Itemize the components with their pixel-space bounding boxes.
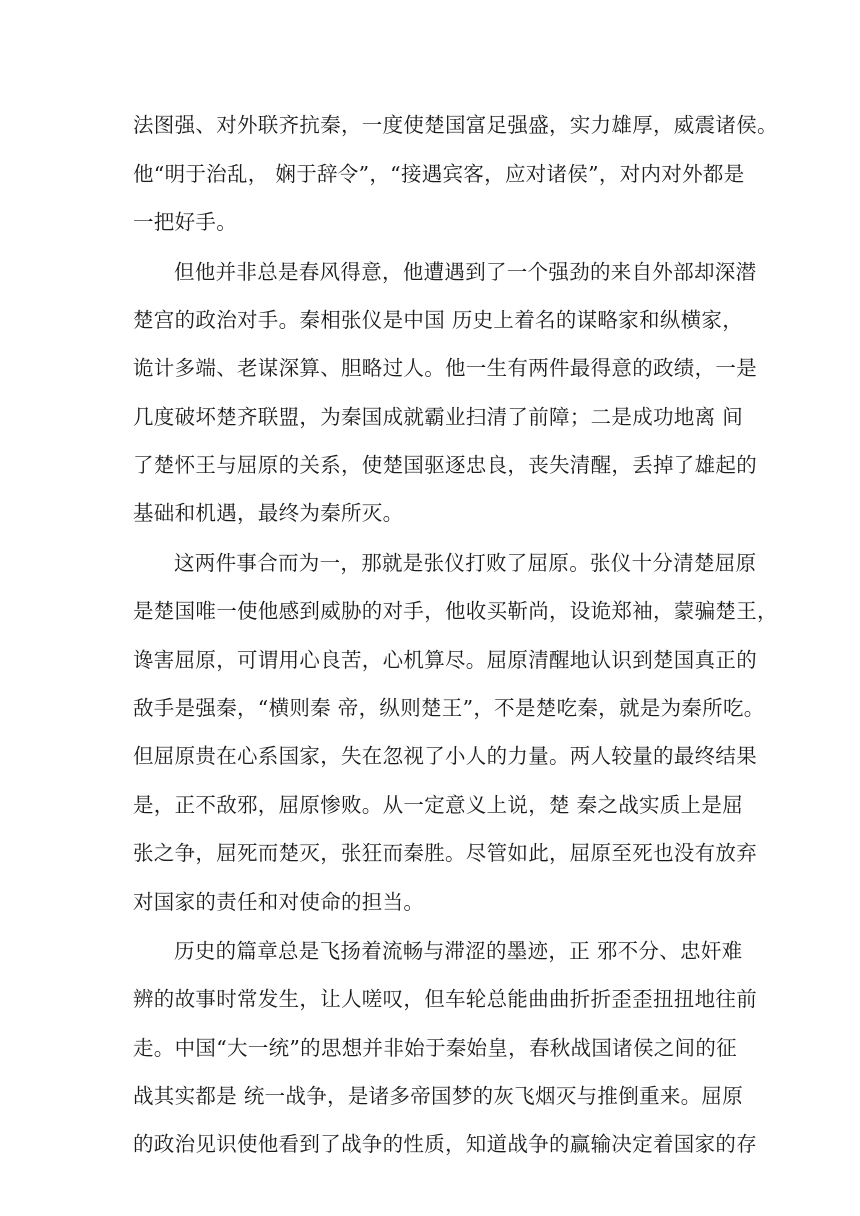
text-line: 谗害屈原，可谓用心良苦，心机算尽。屈原清醒地认识到楚国真正的 (133, 648, 757, 672)
text-line: 法图强、对外联齐抗秦，一度使楚国富足强盛，实力雄厚，威震诸侯。 (133, 113, 778, 137)
text-line: 是，正不敌邪，屈原惨败。从一定意义上说，楚 秦之战实质上是屈 (133, 793, 744, 817)
text-line: 楚宫的政治对手。秦相张仪是中国 历史上着名的谋略家和纵横家， (133, 308, 744, 332)
text-line: 一把好手。 (133, 210, 237, 234)
text-line: 战其实都是 统一战争，是诸多帝国梦的灰飞烟灭与推倒重来。屈原 (133, 1084, 744, 1108)
paragraph-first-line: 但他并非总是春风得意，他遭遇到了一个强劲的来自外部却深潜 (174, 260, 757, 284)
paragraph-first-line: 历史的篇章总是飞扬着流畅与滞涩的墨迹，正 邪不分、忠奸难 (174, 939, 743, 963)
text-line: 基础和机遇，最终为秦所灭。 (133, 501, 404, 525)
text-line: 是楚国唯一使他感到威胁的对手，他收买靳尚，设诡郑袖，蒙骗楚王， (133, 599, 778, 623)
text-line: 对国家的责任和对使命的担当。 (133, 890, 425, 914)
text-line: 诡计多端、老谋深算、胆略过人。他一生有两件最得意的政绩，一是 (133, 356, 757, 380)
text-line: 张之争，屈死而楚灭，张狂而秦胜。尽管如此，屈原至死也没有放弃 (133, 841, 757, 865)
text-line: 的政治见识使他看到了战争的性质，知道战争的赢输决定着国家的存 (133, 1132, 757, 1156)
text-line: 敌手是强秦，“横则秦 帝，纵则楚王”，不是楚吃秦，就是为秦所吃。 (133, 696, 765, 720)
text-line: 走。中国“大一统”的思想并非始于秦始皇，春秋战国诸侯之间的征 (133, 1036, 737, 1060)
text-line: 但屈原贵在心系国家，失在忽视了小人的力量。两人较量的最终结果 (133, 744, 757, 768)
text-line: 他“明于治乱， 娴于辞令”，“接遇宾客，应对诸侯”，对内对外都是 (133, 162, 745, 186)
text-line: 几度破坏楚齐联盟，为秦国成就霸业扫清了前障；二是成功地离 间 (133, 405, 744, 429)
text-line: 辨的故事时常发生，让人嗟叹，但车轮总能曲曲折折歪歪扭扭地往前 (133, 987, 757, 1011)
paragraph-first-line: 这两件事合而为一，那就是张仪打败了屈原。张仪十分清楚屈原 (174, 551, 757, 575)
text-line: 了楚怀王与屈原的关系，使楚国驱逐忠良，丧失清醒，丢掉了雄起的 (133, 453, 757, 477)
